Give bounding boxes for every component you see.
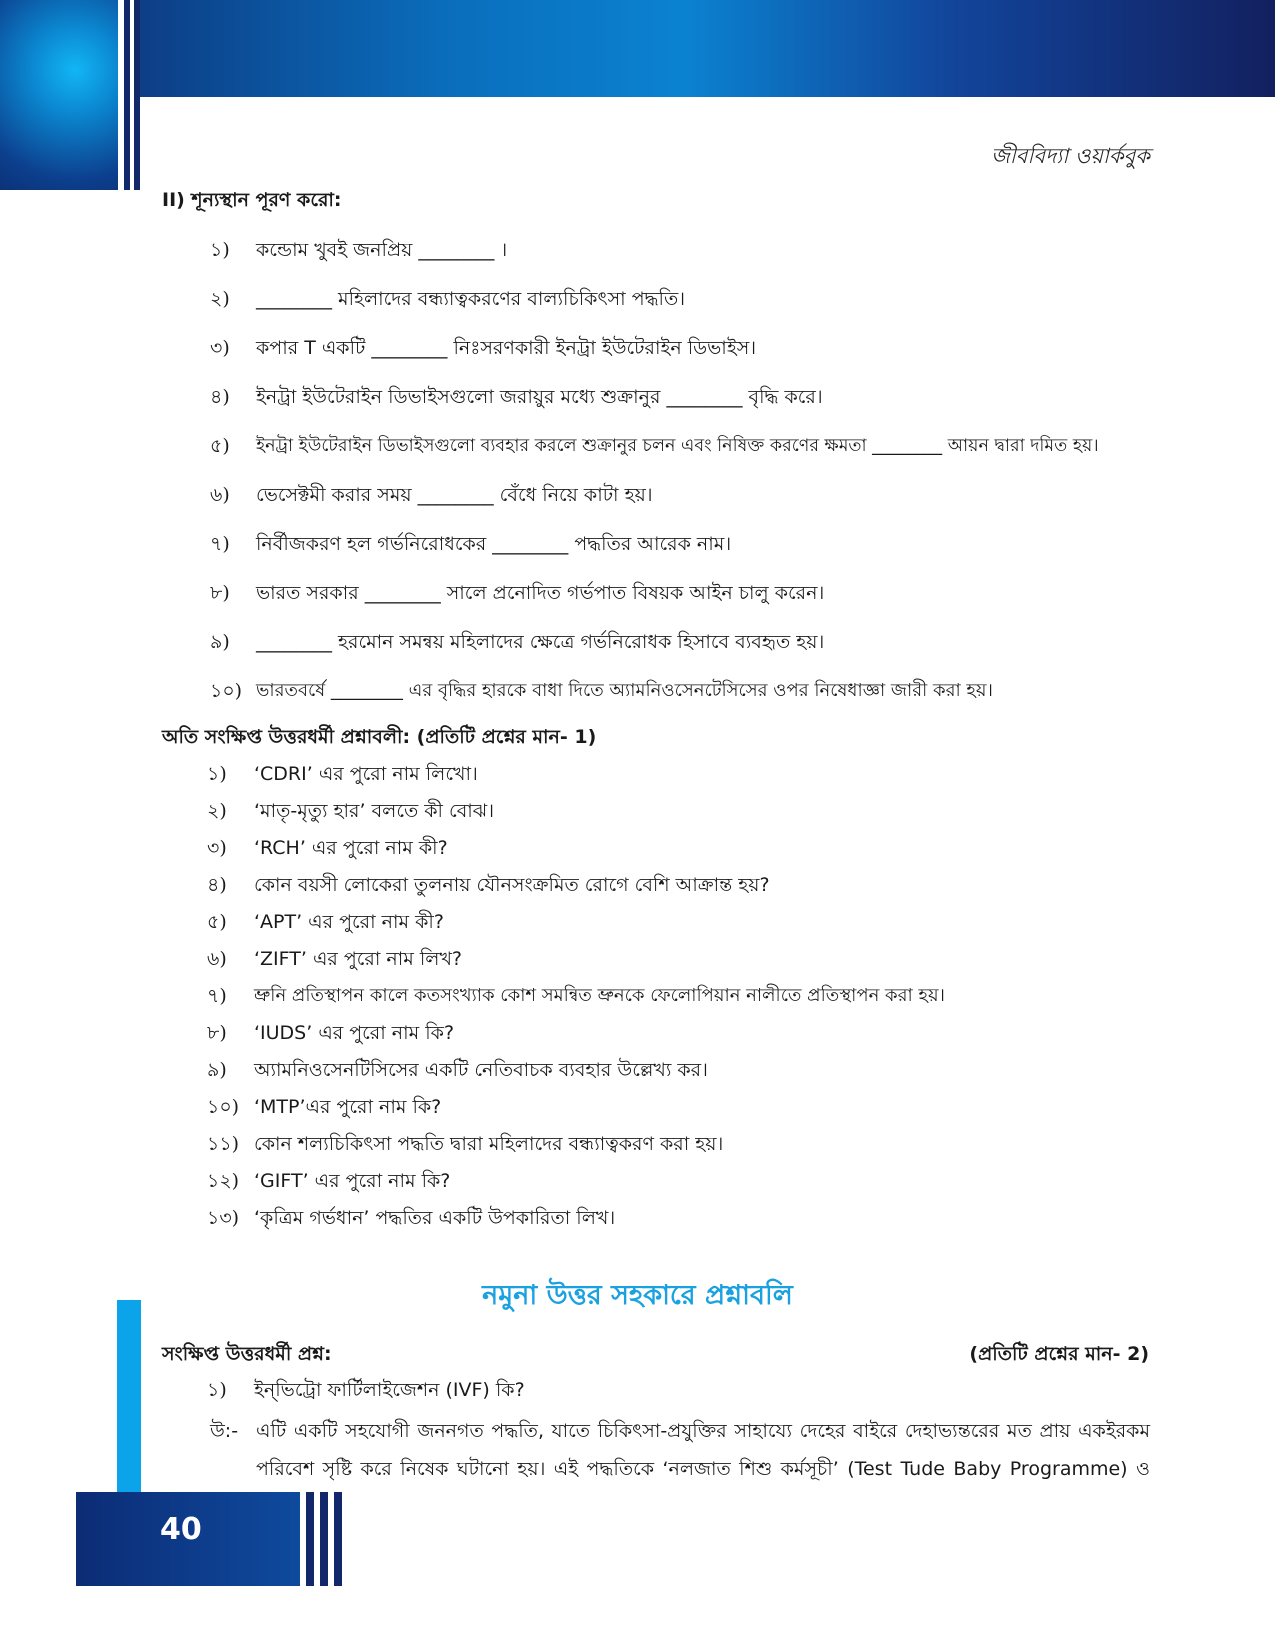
item-text: ‘MTP’এর পুরো নাম কি?	[254, 1096, 442, 1118]
item-text: কন্ডোম খুবই জনপ্রিয় ________ ।	[256, 239, 508, 261]
item-number: ৭)	[207, 985, 227, 1007]
item-number: ৫)	[210, 435, 230, 457]
footer-stripe	[306, 1492, 314, 1586]
fill-blanks-list	[0, 230, 1275, 720]
item-text: কোন বয়সী লোকেরা তুলনায় যৌনসংক্রমিত রোগে বেশি আক্রান্ত হয়?	[254, 874, 770, 896]
item-text: ‘RCH’ এর পুরো নাম কী?	[254, 837, 448, 859]
item-text: ‘কৃত্রিম গর্ভধান’ পদ্ধতির একটি উপকারিতা লিখ।	[254, 1207, 616, 1229]
item-number: ৪)	[207, 874, 227, 896]
item-text: ইন্‌ভিট্রো ফার্টিলাইজেশন (IVF) কি?	[254, 1379, 525, 1401]
item-number: ২)	[210, 288, 230, 310]
item-number: ১)	[210, 239, 230, 261]
item-text: ‘GIFT’ এর পুরো নাম কি?	[254, 1170, 451, 1192]
very-short-list	[0, 754, 1275, 1244]
item-text: ________ মহিলাদের বন্ধ্যাত্বকরণের বাল্যচিকিৎসা পদ্ধতি।	[256, 288, 686, 310]
item-number: ১১)	[207, 1133, 240, 1155]
item-number: ১০)	[207, 1096, 240, 1118]
header-stripe	[134, 0, 140, 190]
sample-answer	[210, 1412, 1150, 1526]
item-number: ৪)	[210, 386, 230, 408]
item-number: ১০)	[210, 680, 243, 702]
item-text: ‘CDRI’ এর পুরো নাম লিখো।	[254, 763, 478, 785]
item-number: ৬)	[210, 484, 230, 506]
sample-section-title: নমুনা উত্তর সহকারে প্রশ্নাবলি	[482, 1280, 793, 1311]
item-number: ২)	[207, 800, 227, 822]
item-text: কপার T একটি ________ নিঃসরণকারী ইনট্রা ইউটেরাইন ডিভাইস।	[256, 337, 757, 359]
item-text: ইনট্রা ইউটেরাইন ডিভাইসগুলো ব্যবহার করলে শুক্রানুর চলন এবং নিষিক্ত করণের ক্ষমতা ________ আয়ন দ্বারা দমিত হয়।	[256, 436, 1099, 456]
item-text: ‘মাতৃ-মৃত্যু হার’ বলতে কী বোঝ।	[254, 800, 494, 822]
footer-stripe	[334, 1492, 342, 1586]
item-number: ৭)	[210, 533, 230, 555]
header-stripe	[124, 0, 130, 190]
item-text: অ্যামনিওসেনটিসিসের একটি নেতিবাচক ব্যবহার উল্লেখ্য কর।	[254, 1059, 708, 1081]
answer-text: এটি একটি সহযোগী জননগত পদ্ধতি, যাতে চিকিৎসা-প্রযুক্তির সাহায্যে দেহের বাইরে দেহাভ্যন্তরের মত প্রায় একইরকম পরিবেশ সৃষ্টি করে নিষেক ঘটানো হয়। এই পদ্ধতিকে ‘নলজাত শিশু কর্মসূচী’ (Test Tude Baby Programme) ও	[256, 1420, 1150, 1480]
short-answer-heading: সংক্ষিপ্ত উত্তরধর্মী প্রশ্ন:	[162, 1343, 332, 1365]
item-number: ৩)	[210, 337, 230, 359]
marks-note: (প্রতিটি প্রশ্নের মান- 2)	[969, 1343, 1149, 1365]
footer-stripe	[320, 1492, 328, 1586]
page-number: 40	[160, 1512, 202, 1547]
corner-decoration	[0, 0, 118, 190]
item-text: কোন শল্যচিকিৎসা পদ্ধতি দ্বারা মহিলাদের বন্ধ্যাত্বকরণ করা হয়।	[254, 1133, 724, 1155]
item-text: ‘APT’ এর পুরো নাম কী?	[254, 911, 444, 933]
very-short-heading: অতি সংক্ষিপ্ত উত্তরধর্মী প্রশ্নাবলী: (প্রতিটি প্রশ্নের মান- 1)	[162, 726, 597, 748]
item-text: ‘ZIFT’ এর পুরো নাম লিখ?	[254, 948, 463, 970]
header-banner	[140, 0, 1275, 97]
answer-label: উ:-	[210, 1420, 239, 1442]
item-number: ১৩)	[207, 1207, 240, 1229]
item-number: ১)	[207, 763, 227, 785]
item-number: ৬)	[207, 948, 227, 970]
item-text: ভারতবর্ষে ________ এর বৃদ্ধির হারকে বাধা দিতে অ্যামনিওসেনটেসিসের ওপর নিষেধাজ্ঞা জারী করা হয়।	[256, 680, 993, 701]
item-number: ৩)	[207, 837, 227, 859]
item-number: ১)	[207, 1379, 227, 1401]
item-text: ইনট্রা ইউটেরাইন ডিভাইসগুলো জরায়ুর মধ্যে শুক্রানুর ________ বৃদ্ধি করে।	[256, 386, 823, 408]
item-text: ভ্রুনি প্রতিস্থাপন কালে কতসংখ্যাক কোশ সমন্বিত ভ্রুনকে ফেলোপিয়ান নালীতে প্রতিস্থাপন করা হয়।	[254, 985, 945, 1006]
item-number: ৯)	[207, 1059, 227, 1081]
item-text: ________ হরমোন সমন্বয় মহিলাদের ক্ষেত্রে গর্ভনিরোধক হিসাবে ব্যবহৃত হয়।	[256, 631, 825, 653]
item-number: ৮)	[207, 1022, 227, 1044]
item-text: ভেসেক্টমী করার সময় ________ বেঁধে নিয়ে কাটা হয়।	[256, 484, 653, 506]
item-number: ৫)	[207, 911, 227, 933]
item-number: ৯)	[210, 631, 230, 653]
item-text: ভারত সরকার ________ সালে প্রনোদিত গর্ভপাত বিষয়ক আইন চালু করেন।	[256, 582, 825, 604]
item-text: নির্বীজকরণ হল গর্ভনিরোধকের ________ পদ্ধতির আরেক নাম।	[256, 533, 732, 555]
fill-blanks-heading: II) শূন্যস্থান পূরণ করো:	[162, 189, 342, 211]
item-text: ‘IUDS’ এর পুরো নাম কি?	[254, 1022, 455, 1044]
item-number: ৮)	[210, 582, 230, 604]
running-head: জীববিদ্যা ওয়ার্কবুক	[990, 144, 1150, 168]
item-number: ১২)	[207, 1170, 240, 1192]
